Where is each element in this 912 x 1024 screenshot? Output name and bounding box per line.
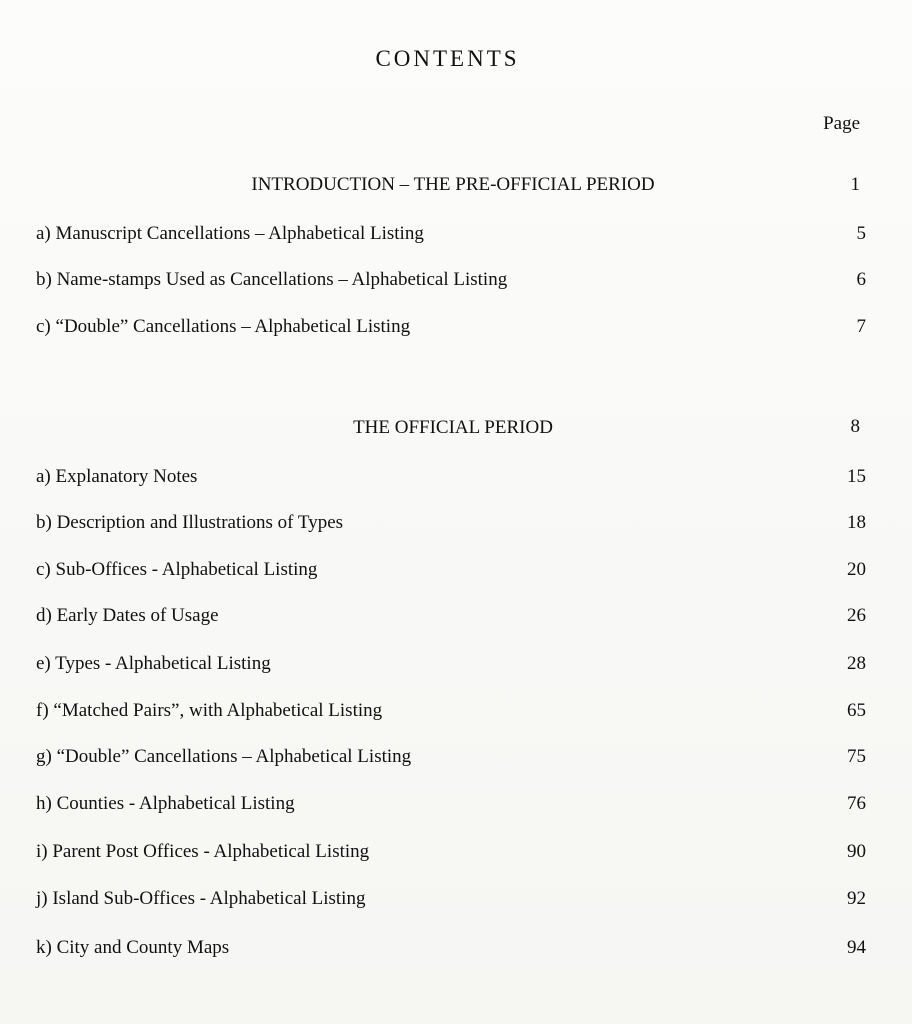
toc-entry-label: a) Manuscript Cancellations – Alphabetical Listing	[36, 223, 424, 244]
toc-entry	[36, 316, 866, 342]
toc-entry-page: 20	[847, 559, 866, 580]
toc-entry-page: 15	[847, 466, 866, 487]
toc-entry-page: 7	[856, 316, 866, 337]
toc-entry-label: c) “Double” Cancellations – Alphabetical Listing	[36, 316, 411, 337]
toc-entry	[36, 746, 866, 772]
toc-entry-label: a) Explanatory Notes	[36, 466, 198, 487]
toc-entry	[36, 700, 866, 726]
section-heading-official-period: THE OFFICIAL PERIOD	[353, 417, 553, 438]
toc-entry-label: g) “Double” Cancellations – Alphabetical Listing	[36, 746, 412, 767]
toc-entry	[36, 559, 866, 585]
page-column-header: Page	[823, 113, 860, 134]
toc-entry-label: f) “Matched Pairs”, with Alphabetical Listing	[36, 700, 383, 721]
toc-entry-label: j) Island Sub-Offices - Alphabetical Listing	[36, 888, 366, 909]
toc-entry-label: h) Counties - Alphabetical Listing	[36, 793, 295, 814]
toc-entry	[36, 269, 866, 295]
toc-entry	[36, 841, 866, 867]
toc-entry-label: c) Sub-Offices - Alphabetical Listing	[36, 559, 318, 580]
toc-entry-label: k) City and County Maps	[36, 937, 230, 958]
toc-entry	[36, 937, 866, 963]
page-title: CONTENTS	[375, 46, 520, 71]
toc-entry	[36, 512, 866, 538]
toc-entry-page: 65	[847, 700, 866, 721]
toc-entry-page: 90	[847, 841, 866, 862]
toc-entry-page: 92	[847, 888, 866, 909]
toc-entry-page: 75	[847, 746, 866, 767]
toc-entry	[36, 653, 866, 679]
toc-entry-label: e) Types - Alphabetical Listing	[36, 653, 271, 674]
toc-entry-page: 6	[856, 269, 866, 290]
section-heading-introduction: INTRODUCTION – THE PRE-OFFICIAL PERIOD	[251, 174, 655, 195]
toc-entry-label: b) Description and Illustrations of Types	[36, 512, 344, 533]
toc-entry	[36, 888, 866, 914]
toc-entry	[36, 466, 866, 492]
toc-entry-page: 94	[847, 937, 866, 958]
toc-entry-page: 28	[847, 653, 866, 674]
toc-entry	[36, 793, 866, 819]
toc-entry	[36, 605, 866, 631]
toc-entry-page: 26	[847, 605, 866, 626]
section-page-number: 8	[850, 416, 860, 437]
toc-entry-label: b) Name-stamps Used as Cancellations – Alphabetical Listing	[36, 269, 508, 290]
toc-entry	[36, 223, 866, 249]
toc-entry-page: 76	[847, 793, 866, 814]
toc-entry-label: d) Early Dates of Usage	[36, 605, 219, 626]
toc-entry-page: 18	[847, 512, 866, 533]
section-page-number: 1	[850, 174, 860, 195]
toc-entry-page: 5	[856, 223, 866, 244]
toc-entry-label: i) Parent Post Offices - Alphabetical Listing	[36, 841, 370, 862]
